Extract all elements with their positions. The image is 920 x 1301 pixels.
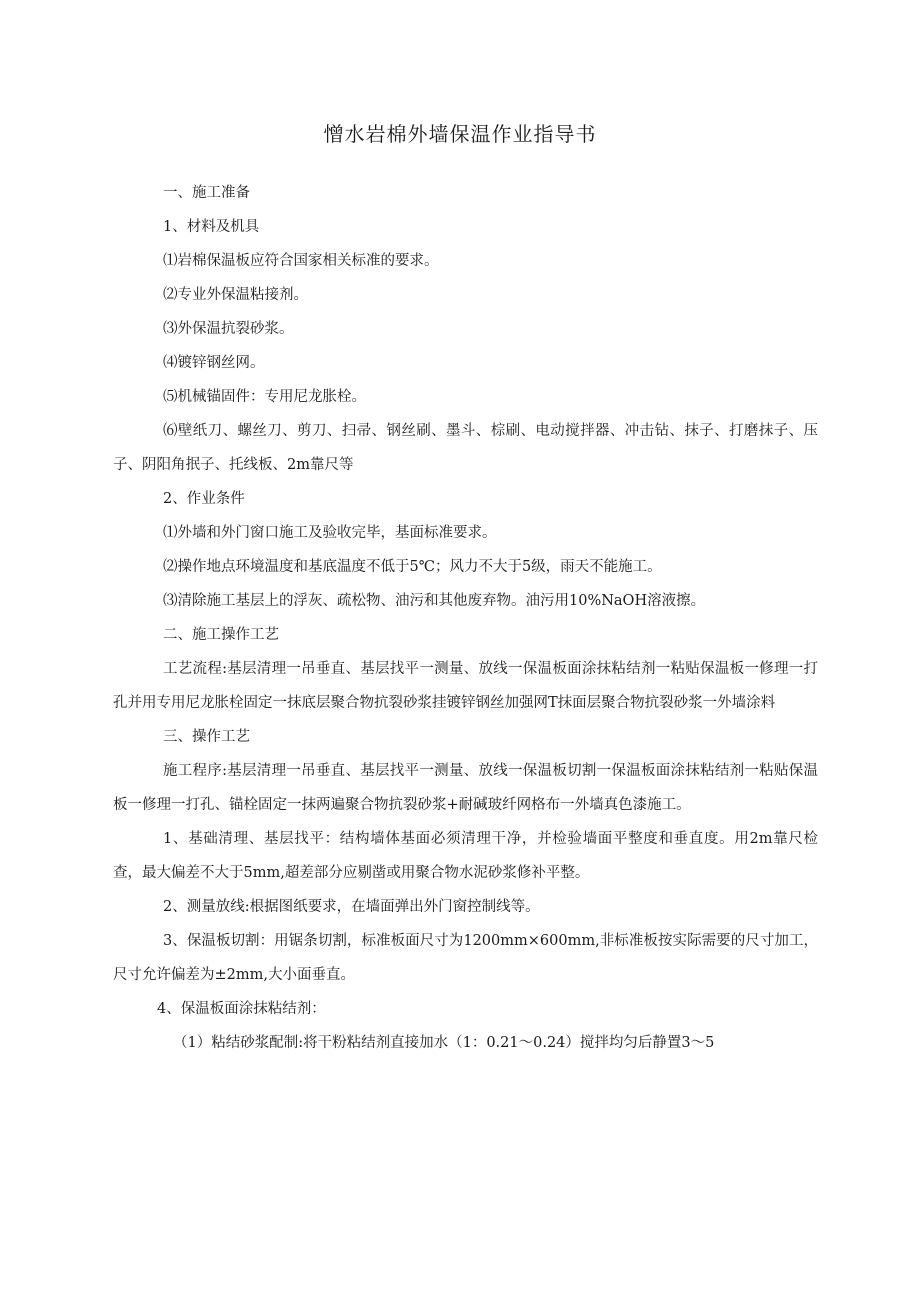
list-item: ⑵专业外保温粘接剂。	[163, 287, 308, 303]
list-item: ⑹壁纸刀、螺丝刀、剪刀、扫帚、钢丝刷、墨斗、棕刷、电动搅拌器、冲击钻、抹子、打磨抹子、压子、阴阳角抿子、托线板、2m靠尺等	[113, 423, 818, 473]
list-item: ⑶清除施工基层上的浮灰、疏松物、油污和其他废弃物。油污用10%NaOH溶液擦。	[163, 593, 706, 609]
list-item: ⑴外墙和外门窗口施工及验收完毕，基面标准要求。	[163, 525, 497, 541]
section-heading: 三、操作工艺	[163, 729, 250, 745]
body-paragraph: 1、基础清理、基层找平：结构墙体基面必须清理干净，并检验墙面平整度和垂直度。用2m靠尺检查，最大偏差不大于5mm,超差部分应剔凿或用聚合物水泥砂浆修补平整。	[113, 831, 818, 881]
list-item: ⑵操作地点环境温度和基底温度不低于5℃；风力不大于5级，雨天不能施工。	[163, 559, 662, 575]
body-paragraph: 3、保温板切割：用锯条切割，标准板面尺寸为1200mm×600mm,非标准板按实际需要的尺寸加工，尺寸允许偏差为±2mm,大小面垂直。	[113, 933, 818, 983]
list-item: ⑶外保温抗裂砂浆。	[163, 321, 294, 337]
body-paragraph: 施工程序:基层清理一吊垂直、基层找平一测量、放线一保温板切割一保温板面涂抹粘结剂一粘贴保温板一修理一打孔、锚栓固定一抹两遍聚合物抗裂砂浆+耐碱玻纤网格布一外墙真色漆施工。	[113, 763, 818, 813]
section-heading: 二、施工操作工艺	[163, 627, 279, 643]
document-body	[113, 176, 818, 1060]
subsection-heading: 1、材料及机具	[163, 219, 260, 235]
subsection-heading: 2、作业条件	[163, 491, 245, 507]
list-item: ⑷镀锌钢丝网。	[163, 355, 265, 371]
subsection-heading: 4、保温板面涂抹粘结剂：	[157, 1001, 326, 1017]
list-item: ⑸机械锚固件：专用尼龙胀栓。	[163, 389, 366, 405]
body-paragraph: 工艺流程:基层清理一吊垂直、基层找平一测量、放线一保温板面涂抹粘结剂一粘贴保温板一修理一打孔并用专用尼龙胀栓固定一抹底层聚合物抗裂砂浆挂镀锌钢丝加强网T抹面层聚合物抗裂砂浆一外墙涂料	[113, 661, 818, 711]
section-heading: 一、施工准备	[163, 185, 250, 201]
document-title: 憎水岩棉外墙保温作业指导书	[323, 122, 597, 146]
list-item: ⑴岩棉保温板应符合国家相关标准的要求。	[163, 253, 439, 269]
body-paragraph: 2、测量放线:根据图纸要求，在墙面弹出外门窗控制线等。	[163, 899, 540, 915]
body-paragraph: （1）粘结砂浆配制:将干粉粘结剂直接加水（1：0.21～0.24）搅拌均匀后静置3～5	[173, 1035, 715, 1051]
